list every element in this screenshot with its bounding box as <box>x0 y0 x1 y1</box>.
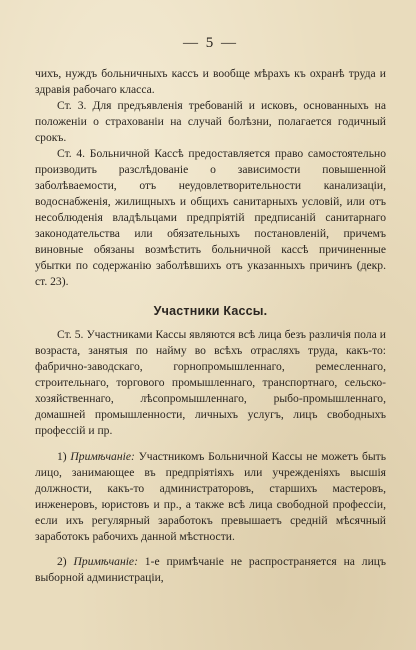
note-1-number: 1) <box>57 450 67 463</box>
note-2-label: Примѣчаніе: <box>73 555 138 568</box>
note-2-number: 2) <box>57 555 67 568</box>
article-4: Ст. 4. Больничной Кассѣ предоставляется право самостоятельно производить разслѣдованіе о зависимости повышенной заболѣваемости, отъ неудовлетворительности канализаціи, водоснабженія, жилищныхъ и общихъ санитарныхъ условій, или отъ несоблюденія владѣльцами предпріятій предписаній санитарнаго законодательства или обязательныхъ постановленій, причемъ виновные обязаны возмѣстить больничной кассѣ причиненные убытки по содержанію заболѣвшихъ отъ указанныхъ причинъ (декр. ст. 23). <box>35 147 386 288</box>
article-5: Ст. 5. Участниками Кассы являются всѣ лица безъ различія пола и возраста, занятыя по найму во всѣхъ отрасляхъ труда, какъ-то: фабрично-заводскаго, горнопромышленнаго, ремесленнаго, строительнаго, торгового промышленнаго, транспортнаго, сельско-хозяйственнаго, лѣсопромышленнаго, рыбо-промышленнаго, домашней промышленности, личныхъ услугъ, лицъ свободныхъ профессій и пр. <box>35 328 386 437</box>
page-number: — 5 — <box>183 35 238 51</box>
section-heading: Участники Кассы. <box>153 304 268 318</box>
note-2 <box>35 554 386 586</box>
note-2-text: 1-е примѣчаніе не распространяется на лицъ выборной администраціи, <box>35 555 386 584</box>
article-3: Ст. 3. Для предъявленія требованій и исковъ, основанныхъ на положеніи о страхованіи на случай болѣзни, полагается годичный срокъ. <box>35 99 386 144</box>
note-1-text: Участникомъ Больничной Кассы не можетъ быть лицо, занимающее въ предпріятіяхъ или учрежденіяхъ высшія должности, какъ-то администраторовъ, старшихъ мастеровъ, инженеровъ, юристовъ и пр., а также всѣ лица свободной профессіи, если ихъ регулярный заработокъ превышаетъ средній мѣсячный заработокъ рабочихъ данной мѣстности. <box>35 450 386 543</box>
paragraph-continuation: чихъ, нуждъ больничныхъ кассъ и вообще мѣрахъ къ охранѣ труда и здравія рабочаго класса. <box>35 67 386 96</box>
note-1-label: Примѣчаніе: <box>70 450 135 463</box>
note-1 <box>35 449 386 545</box>
